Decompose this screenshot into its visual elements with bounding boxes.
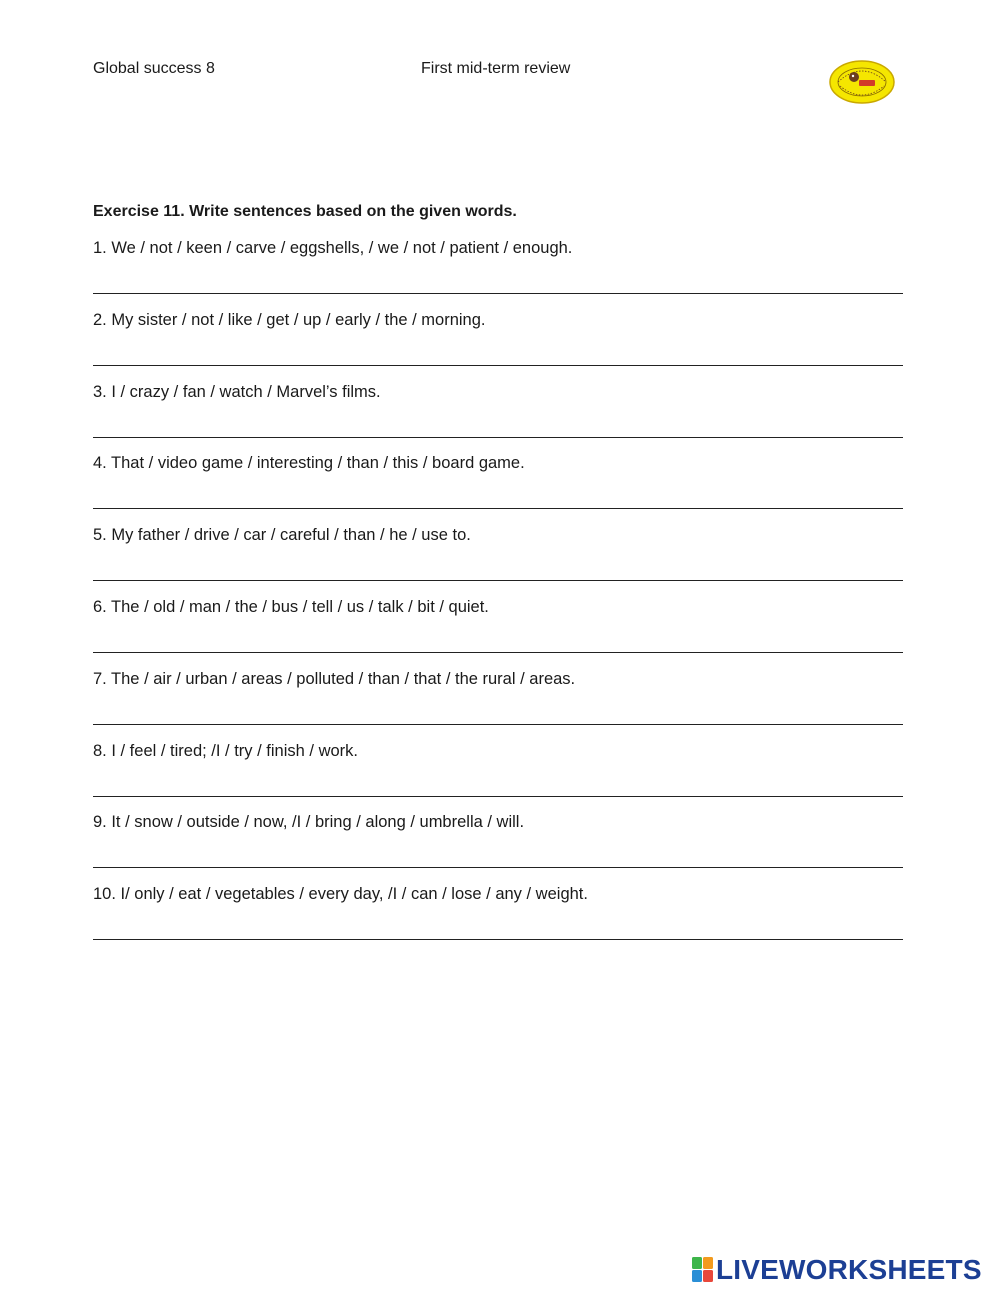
question-prompt: 10. I/ only / eat / vegetables / every day, /I / can / lose / any / weight.: [93, 885, 588, 904]
question-item-5: [93, 525, 903, 597]
answer-line[interactable]: [93, 293, 903, 294]
question-item-7: [93, 669, 903, 741]
exercise-title: Exercise 11. Write sentences based on the given words.: [93, 203, 517, 220]
question-prompt: 8. I / feel / tired; /I / try / finish / work.: [93, 741, 358, 760]
answer-line[interactable]: [93, 652, 903, 653]
question-prompt: 6. The / old / man / the / bus / tell / us / talk / bit / quiet.: [93, 597, 489, 616]
answer-line[interactable]: [93, 724, 903, 725]
liveworksheets-icon: [692, 1257, 714, 1283]
question-item-4: [93, 453, 903, 525]
question-prompt: 7. The / air / urban / areas / polluted / than / that / the rural / areas.: [93, 669, 576, 688]
answer-line[interactable]: [93, 508, 903, 509]
question-prompt: 9. It / snow / outside / now, /I / bring / along / umbrella / will.: [93, 813, 525, 832]
question-item-6: [93, 597, 903, 669]
answer-line[interactable]: [93, 580, 903, 581]
header-course-name: Global success 8: [93, 60, 215, 77]
question-item-3: [93, 382, 903, 454]
answer-line[interactable]: [93, 867, 903, 868]
question-item-2: [93, 310, 903, 382]
question-list: [93, 238, 903, 956]
question-item-9: [93, 812, 903, 884]
question-prompt: 1. We / not / keen / carve / eggshells, / we / not / patient / enough.: [93, 239, 573, 257]
answer-line[interactable]: [93, 939, 903, 940]
question-prompt: 2. My sister / not / like / get / up / early / the / morning.: [93, 310, 486, 329]
liveworksheets-label: LIVEWORKSHEETS: [716, 1254, 982, 1285]
answer-line[interactable]: [93, 796, 903, 797]
question-item-1: [93, 238, 903, 310]
school-logo-icon: [828, 58, 896, 106]
question-item-10: [93, 884, 903, 956]
answer-line[interactable]: [93, 437, 903, 438]
question-prompt: 5. My father / drive / car / careful / than / he / use to.: [93, 526, 471, 545]
header-review-title: First mid-term review: [421, 60, 571, 77]
question-prompt: 3. I / crazy / fan / watch / Marvel’s films.: [93, 382, 381, 401]
question-item-8: [93, 741, 903, 813]
answer-line[interactable]: [93, 365, 903, 366]
liveworksheets-brand[interactable]: [692, 1254, 982, 1286]
question-prompt: 4. That / video game / interesting / than / this / board game.: [93, 454, 525, 473]
